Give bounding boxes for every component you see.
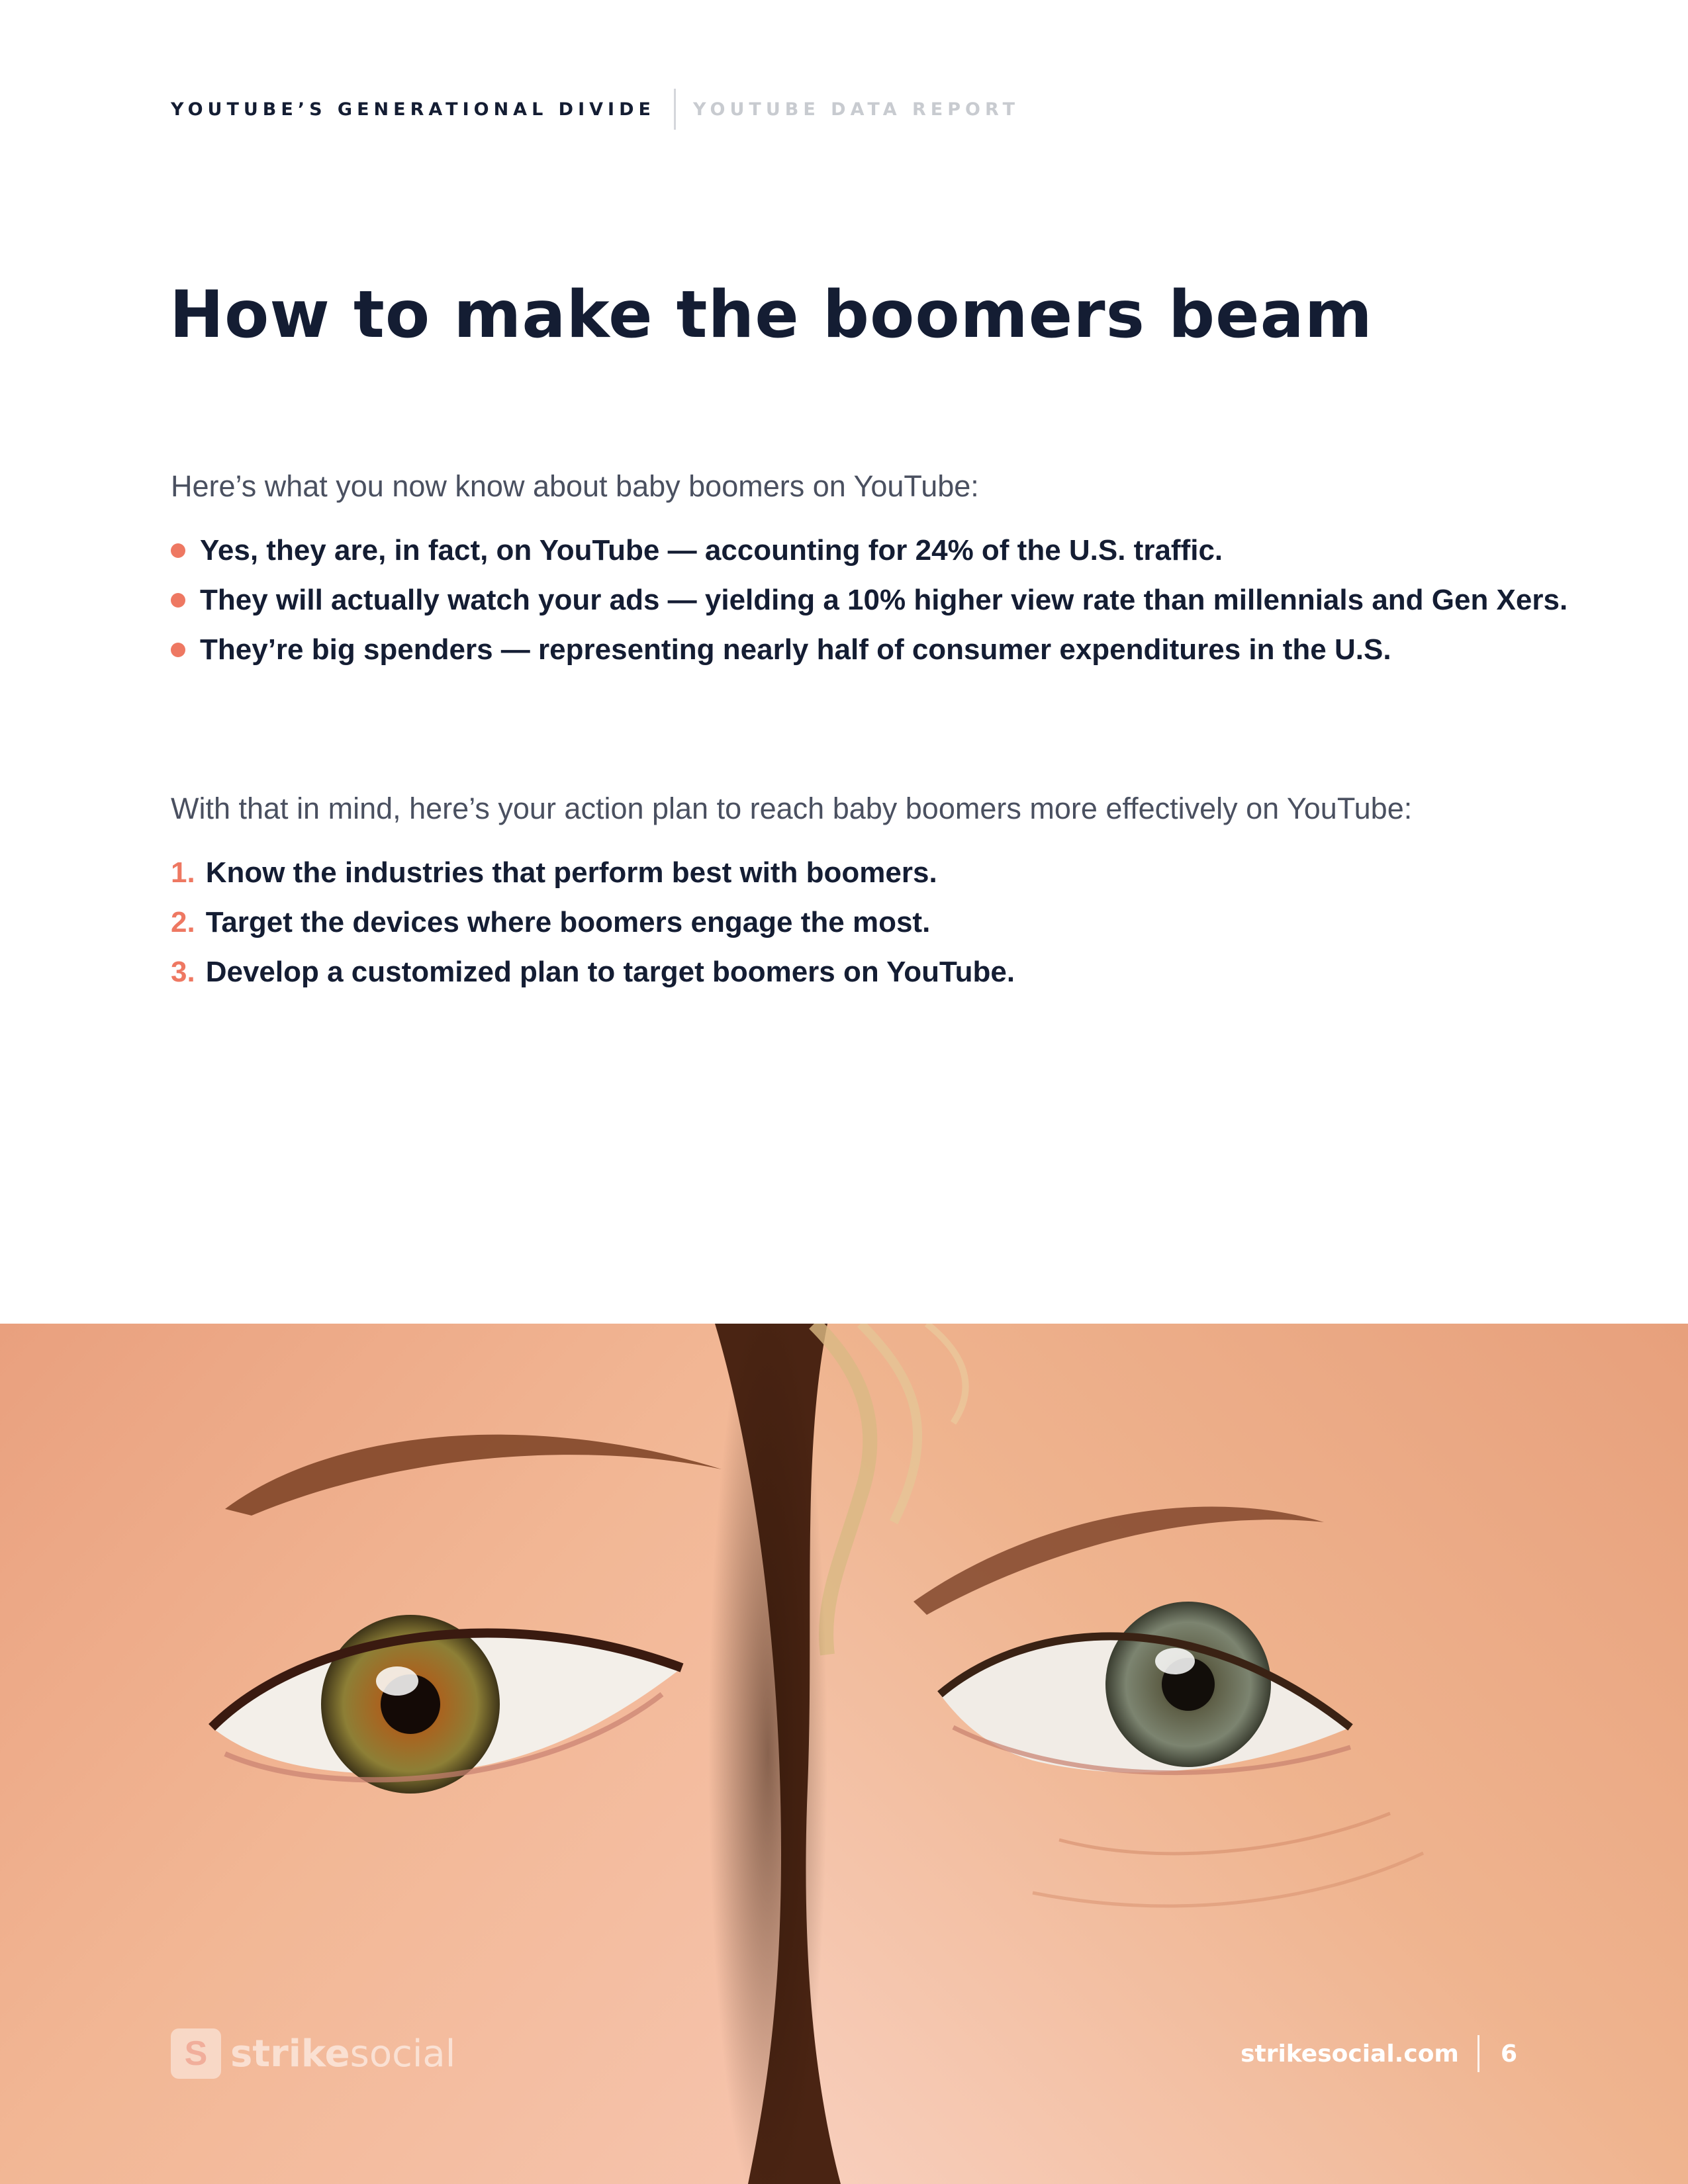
step-number: 3. [171,955,195,988]
list-item [171,525,1568,575]
page-title: How to make the boomers beam [169,277,1373,353]
action-plan-list [171,848,1015,997]
page-header [171,89,1019,130]
list-item-text: They’re big spenders — representing nearly half of consumer expenditures in the U.S. [200,633,1391,666]
section-intro-known: Here’s what you now know about baby boomers on YouTube: [171,469,979,503]
footer-divider [1477,2035,1479,2072]
list-item [171,897,1015,947]
list-item-text: Develop a customized plan to target boomers on YouTube. [205,955,1015,988]
list-item-text: Yes, they are, in fact, on YouTube — accounting for 24% of the U.S. traffic. [200,533,1223,567]
logo-word-social: social [350,2032,456,2075]
logo-word-strike: strike [230,2032,350,2075]
dot-icon [171,643,185,657]
page-number: 6 [1500,2040,1517,2068]
page-footer [1241,2035,1517,2072]
list-item [171,947,1015,997]
list-item-text: Target the devices where boomers engage the most. [205,905,931,938]
step-number: 1. [171,856,195,889]
dot-icon [171,543,185,558]
logo-wordmark [230,2032,455,2075]
list-item-text: They will actually watch your ads — yielding a 10% higher view rate than millennials and Gen Xers. [200,583,1568,616]
strike-social-logo-icon: S [171,2028,221,2079]
step-number: 2. [171,905,195,938]
list-item [171,575,1568,625]
website-link[interactable]: strikesocial.com [1241,2040,1459,2068]
list-item [171,848,1015,897]
report-title: YOUTUBE’S GENERATIONAL DIVIDE [171,99,655,120]
strike-social-logo [171,2028,455,2079]
dot-icon [171,593,185,608]
header-divider [674,89,676,130]
list-item-text: Know the industries that perform best with boomers. [205,856,937,889]
list-item [171,625,1568,674]
report-subtitle: YOUTUBE DATA REPORT [692,99,1019,120]
bullet-list [171,525,1568,674]
section-intro-action-plan: With that in mind, here’s your action plan to reach baby boomers more effectively on YouTube: [171,792,1413,825]
